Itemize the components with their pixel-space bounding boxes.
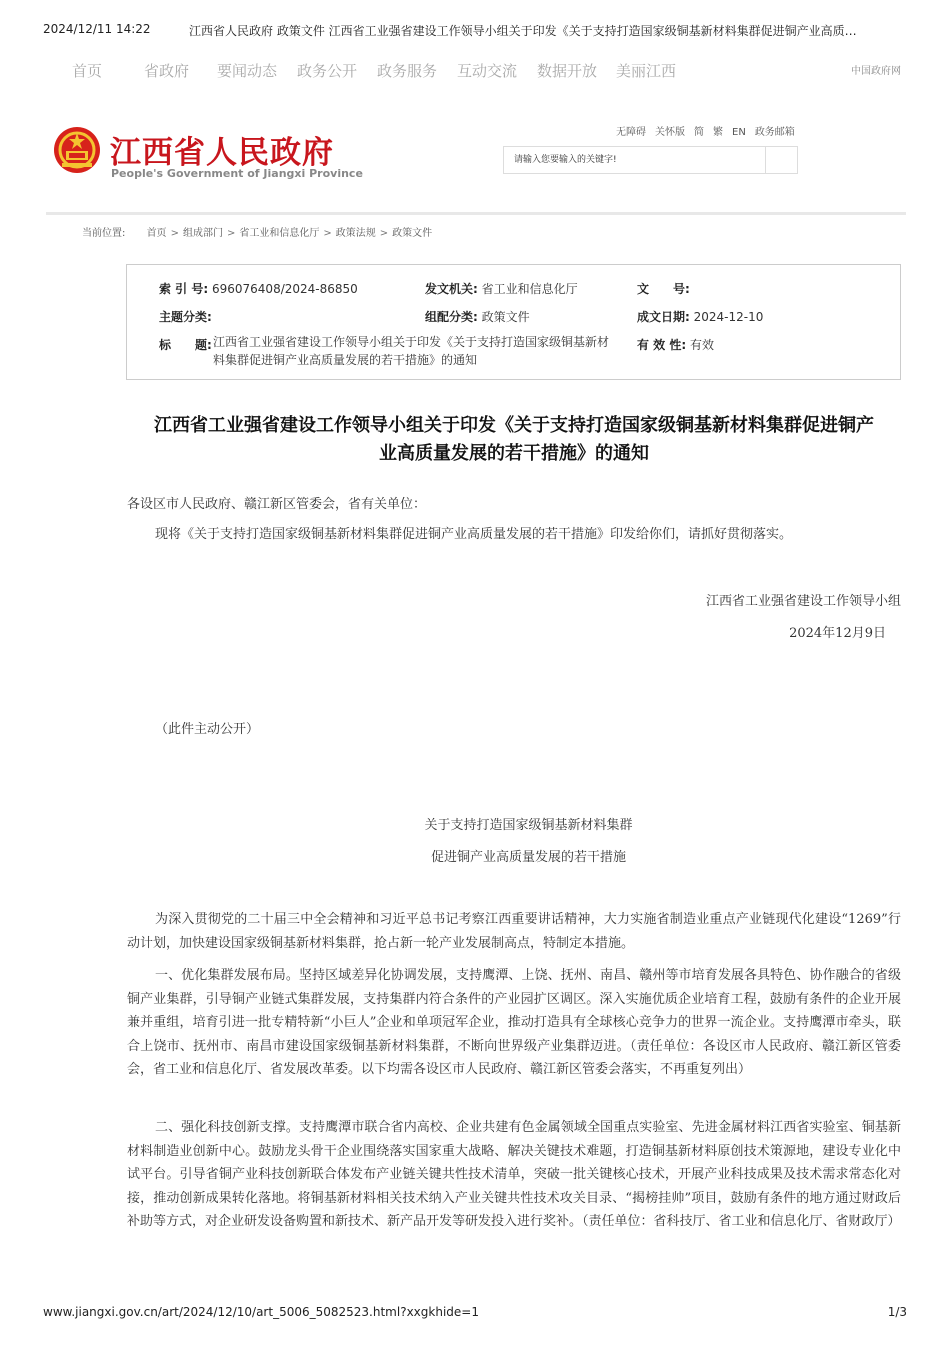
traditional-chinese-link[interactable]: 繁 xyxy=(713,127,723,138)
elder-mode-link[interactable]: 关怀版 xyxy=(655,127,685,138)
simplified-chinese-link[interactable]: 简 xyxy=(694,127,704,138)
info-subject-value: 江西省工业强省建设工作领导小组关于印发《关于支持打造国家级铜基新材料集群促进铜产业高质量发展的若干措施》的通知 xyxy=(213,335,610,367)
logo-chinese-name: 江西省人民政府 xyxy=(110,135,334,171)
print-page-title: 江西省人民政府 政策文件 江西省工业强省建设工作领导小组关于印发《关于支持打造国家级铜基新材料集群促进铜产业高质… xyxy=(189,24,857,38)
nav-item-open-data[interactable]: 数据开放 xyxy=(537,62,598,80)
info-subject-label: 标 题: xyxy=(159,338,212,352)
breadcrumb: 当前位置: 首页 > 组成部门 > 省工业和信息化厅 > 政策法规 > 政策文件 xyxy=(82,228,433,239)
print-page-number: 1/3 xyxy=(887,1305,907,1319)
breadcrumb-miit[interactable]: 省工业和信息化厅 xyxy=(239,228,320,239)
article-title: 江西省工业强省建设工作领导小组关于印发《关于支持打造国家级铜基新材料集群促进铜产 业高质量发展的若干措施》的通知 xyxy=(154,415,874,464)
breadcrumb-home[interactable]: 首页 xyxy=(146,228,167,239)
nav-item-news[interactable]: 要闻动态 xyxy=(217,62,278,80)
nav-item-interaction[interactable]: 互动交流 xyxy=(457,62,518,80)
nav-item-beautiful-jiangxi[interactable]: 美丽江西 xyxy=(616,62,677,80)
info-validity: 有 效 性: 有效 xyxy=(637,338,714,352)
signature: 江西省工业强省建设工作领导小组 xyxy=(705,594,901,609)
nav-item-services[interactable]: 政务服务 xyxy=(377,62,438,80)
salutation: 各设区市人民政府、赣江新区管委会，省有关单位： xyxy=(127,497,427,512)
english-link[interactable]: EN xyxy=(732,127,746,138)
info-category: 组配分类: 政策文件 xyxy=(425,310,530,324)
nav-item-government[interactable]: 省政府 xyxy=(144,62,190,80)
search-box xyxy=(503,146,798,174)
accessibility-link[interactable]: 无障碍 xyxy=(616,127,646,138)
nav-item-disclosure[interactable]: 政务公开 xyxy=(297,62,358,80)
info-topic: 主题分类: xyxy=(159,310,212,324)
info-index: 索 引 号: 696076408/2024-86850 xyxy=(159,282,358,296)
document-info-box xyxy=(126,264,901,380)
measures-title-line2: 促进铜产业高质量发展的若干措施 xyxy=(430,850,626,865)
print-datetime: 2024/12/11 14:22 xyxy=(43,22,151,36)
info-date: 成文日期: 2024-12-10 xyxy=(637,310,764,324)
paragraph-layout: 一、优化集群发展布局。坚持区域差异化协调发展，支持鹰潭、上饶、抚州、南昌、赣州等市培育发展各具特色、协作融合的省级铜产业集群，引导铜产业链式集群发展，支持集群内符合条件的产业园扩区调区。深入实施优质企业培育工程，鼓励有条件的企业开展兼并重组，培育引进一批专精特新“小巨人”企业和单项冠军企业，推动打造具有全球核心竞争力的世界一流企业。支持鹰潭市牵头，联合上饶市、抚州市、南昌市建设国家级铜基新材料集群，不断向世界级产业集群迈进。（责任单位：各设区市人民政府、赣江新区管委会，省工业和信息化厅、省发展改革委。以下均需各设区市人民政府、赣江新区管委会落实，不再重复列出） xyxy=(127,968,901,1077)
print-footer-url: www.jiangxi.gov.cn/art/2024/12/10/art_5006_5082523.html?xxgkhide=1 xyxy=(43,1305,479,1319)
breadcrumb-policy-regulations[interactable]: 政策法规 xyxy=(335,228,376,239)
header-divider xyxy=(46,212,906,215)
paragraph-preamble: 为深入贯彻党的二十届三中全会精神和习近平总书记考察江西重要讲话精神，大力实施省制造业重点产业链现代化建设“1269”行动计划，加快建设国家级铜基新材料集群，抢占新一轮产业发展制高点，特制定本措施。 xyxy=(127,912,901,951)
info-issuer: 发文机关: 省工业和信息化厅 xyxy=(425,282,578,296)
info-docno: 文 号: xyxy=(637,282,690,296)
main-nav xyxy=(55,60,855,84)
utility-links xyxy=(616,123,804,138)
breadcrumb-label: 当前位置: xyxy=(82,228,126,239)
paragraph-innovation: 二、强化科技创新支撑。支持鹰潭市联合省内高校、企业共建有色金属领域全国重点实验室、先进金属材料江西省实验室、铜基新材料制造业创新中心。鼓励龙头骨干企业围绕落实国家重大战略、解决关键技术难题，打造铜基新材料原创技术策源地，建设专业化中试平台。引导省铜产业科技创新联合体发布产业链关键共性技术清单，突破一批关键核心技术，开展产业科技成果及技术需求常态化对接，推动创新成果转化落地。将铜基新材料相关技术纳入产业关键共性技术攻关目录、“揭榜挂帅”项目，鼓励有条件的地方通过财政后补助等方式，对企业研发设备购置和新技术、新产品开发等研发投入进行奖补。（责任单位：省科技厅、省工业和信息化厅、省财政厅） xyxy=(127,1120,901,1229)
search-button[interactable] xyxy=(765,147,797,173)
public-note: （此件主动公开） xyxy=(155,722,260,737)
nav-item-home[interactable]: 首页 xyxy=(72,62,103,80)
logo-english-name: People's Government of Jiangxi Province xyxy=(111,167,363,180)
site-logo[interactable] xyxy=(52,122,372,184)
breadcrumb-departments[interactable]: 组成部门 xyxy=(182,228,223,239)
search-input[interactable] xyxy=(504,147,766,173)
national-emblem-icon xyxy=(52,125,102,175)
breadcrumb-policy-documents[interactable]: 政策文件 xyxy=(392,228,433,239)
measures-title-line1: 关于支持打造国家级铜基新材料集群 xyxy=(424,818,633,833)
sign-date: 2024年12月9日 xyxy=(789,626,886,641)
intro-paragraph: 现将《关于支持打造国家级铜基新材料集群促进铜产业高质量发展的若干措施》印发给你们，请抓好贯彻落实。 xyxy=(155,527,793,542)
gov-email-link[interactable]: 政务邮箱 xyxy=(754,127,795,138)
print-header xyxy=(43,22,907,42)
china-gov-link[interactable]: 中国政府网 xyxy=(851,66,901,77)
